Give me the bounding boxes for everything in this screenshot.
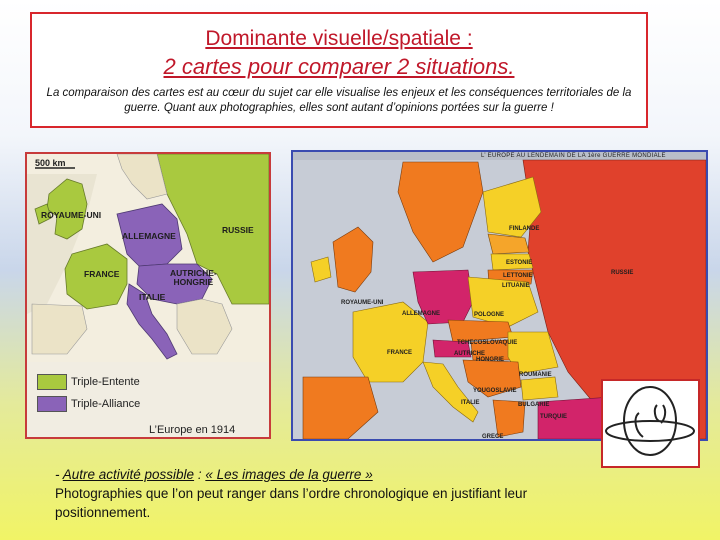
face-logo — [601, 379, 700, 468]
bottom-text — [55, 465, 615, 522]
legend-swatch-triple-alliance — [37, 396, 67, 412]
map-1914-label-royaume-uni: ROYAUME-UNI — [41, 210, 102, 220]
intro-text: La comparaison des cartes est au cœur du sujet car elle visualise les enjeux et les conséquences territoriales de la guerre. Quant aux photographies, elles sont autant d’opinions portées sur la guerre ! — [46, 87, 632, 114]
map-2-label-lettonie: LETTONIE — [503, 273, 533, 279]
legend-label-triple-entente: Triple-Entente — [71, 376, 140, 388]
map-2-label-russie: RUSSIE — [611, 270, 634, 276]
activity-separator: : — [194, 467, 206, 482]
map-2-label-france: FRANCE — [387, 350, 412, 356]
map-1914-label-russie: RUSSIE — [222, 225, 254, 235]
map-2-label-estonie: ESTONIE — [506, 260, 533, 266]
map-2-label-tchecoslovaquie: TCHECOSLOVAQUIE — [457, 340, 518, 346]
map-2-label-finlande: FINLANDE — [509, 226, 540, 232]
legend-label-triple-alliance: Triple-Alliance — [71, 398, 141, 410]
map-2-label-bulgarie: BULGARIE — [518, 402, 550, 408]
face-logo-drawing — [603, 381, 698, 466]
map-2-label-pologne: POLOGNE — [474, 312, 505, 318]
activity-body: Photographies que l’on peut ranger dans l’ordre chronologique en justifiant leur positionnement. — [55, 486, 528, 520]
map-1914-drawing — [27, 154, 269, 364]
map-1914-label-france: FRANCE — [84, 269, 120, 279]
slide-subtitle: 2 cartes pour comparer 2 situations. — [163, 54, 515, 79]
map-europe-1914 — [25, 152, 271, 439]
legend-item-triple-entente — [37, 374, 140, 390]
activity-title: « Les images de la guerre » — [205, 467, 373, 482]
map-1914-label-italie: ITALIE — [139, 292, 166, 302]
activity-prefix: - — [55, 467, 63, 482]
map-1914-label-autriche-hongrie: AUTRICHE- HONGRIE — [170, 268, 217, 287]
legend-item-triple-alliance — [37, 396, 140, 412]
map-2-label-turquie: TURQUIE — [540, 414, 567, 420]
map-1914-caption: L’Europe en 1914 — [149, 424, 236, 436]
map-2-label-hongrie: HONGRIE — [476, 357, 505, 363]
map-1914-label-allemagne: ALLEMAGNE — [122, 231, 176, 241]
legend-swatch-triple-entente — [37, 374, 67, 390]
map-2-label-roumanie: ROUMANIE — [519, 372, 552, 378]
activity-label: Autre activité possible — [62, 467, 195, 482]
map-after-ww1-title: L’ EUROPE AU LENDEMAIN DE LA 1ère GUERRE MONDIALE — [481, 153, 666, 159]
map-2-label-royaume-uni: ROYAUME-UNI — [341, 300, 384, 306]
map-2-label-grece: GRECE — [482, 434, 504, 440]
map-1914-scale: 500 km — [35, 158, 66, 168]
title-box — [30, 12, 648, 128]
map-2-label-italie: ITALIE — [461, 400, 480, 406]
slide-title: Dominante visuelle/spatiale : — [205, 27, 473, 50]
activity-line — [55, 465, 615, 484]
map-2-label-autriche: AUTRICHE — [454, 351, 485, 357]
map-2-label-lituanie: LITUANIE — [502, 283, 530, 289]
map-2-label-yougoslavie: YOUGOSLAVIE — [473, 388, 517, 394]
map-2-label-allemagne: ALLEMAGNE — [402, 311, 440, 317]
